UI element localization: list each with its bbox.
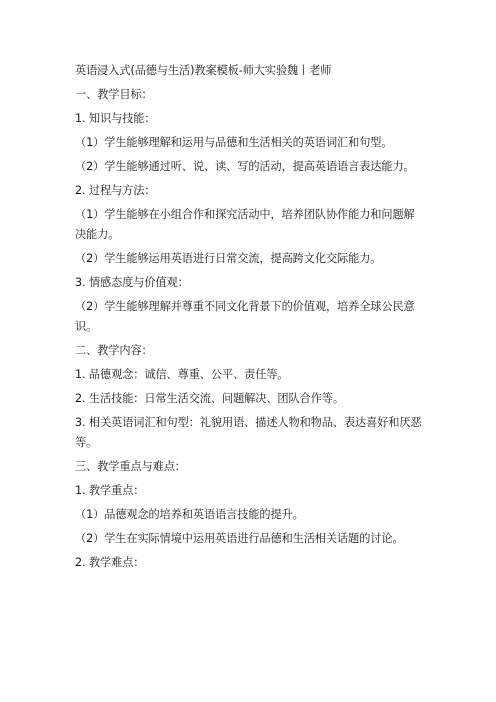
subheading-knowledge-skills: 1. 知识与技能： [75,112,156,125]
text-line: （2）学生能够运用英语进行日常交流，提高跨文化交际能力。 [75,252,382,265]
subheading-key-points: 1. 教学重点： [75,484,145,497]
text-paragraph: （1）学生能够在小组合作和探究活动中，培养团队协作能力和问题解决能力。 [75,208,415,241]
text-line: 1. 品德观念：诚信、尊重、公平、责任等。 [75,368,289,381]
text-paragraph: 3. 相关英语词汇和句型：礼貌用语、描述人物和物品、表达喜好和厌恶等。 [75,416,422,449]
document-body [75,64,425,580]
section-heading-content: 二、教学内容： [75,344,153,357]
text-line: （2）学生能够通过听、说、读、写的活动，提高英语语言表达能力。 [75,160,415,173]
text-line: （2）学生在实际情境中运用英语进行品德和生活相关话题的讨论。 [75,532,404,545]
section-heading-objectives: 一、教学目标： [75,88,153,101]
text-paragraph: （2）学生能够理解并尊重不同文化背景下的价值观，培养全球公民意识。 [75,300,415,333]
section-heading-key-points: 三、教学重点与难点： [75,460,186,473]
text-line: （1）学生能够理解和运用与品德和生活相关的英语词汇和句型。 [75,136,393,149]
document-title: 英语浸入式(品德与生活)教案模板-师大实验魏丨老师 [75,64,332,77]
subheading-attitudes-values: 3. 情感态度与价值观： [75,276,189,289]
text-line: 2. 生活技能：日常生活交流、问题解决、团队合作等。 [75,392,344,405]
text-line: （1）品德观念的培养和英语语言技能的提升。 [75,508,304,521]
subheading-process-methods: 2. 过程与方法： [75,184,156,197]
subheading-difficulties: 2. 教学难点： [75,556,145,569]
